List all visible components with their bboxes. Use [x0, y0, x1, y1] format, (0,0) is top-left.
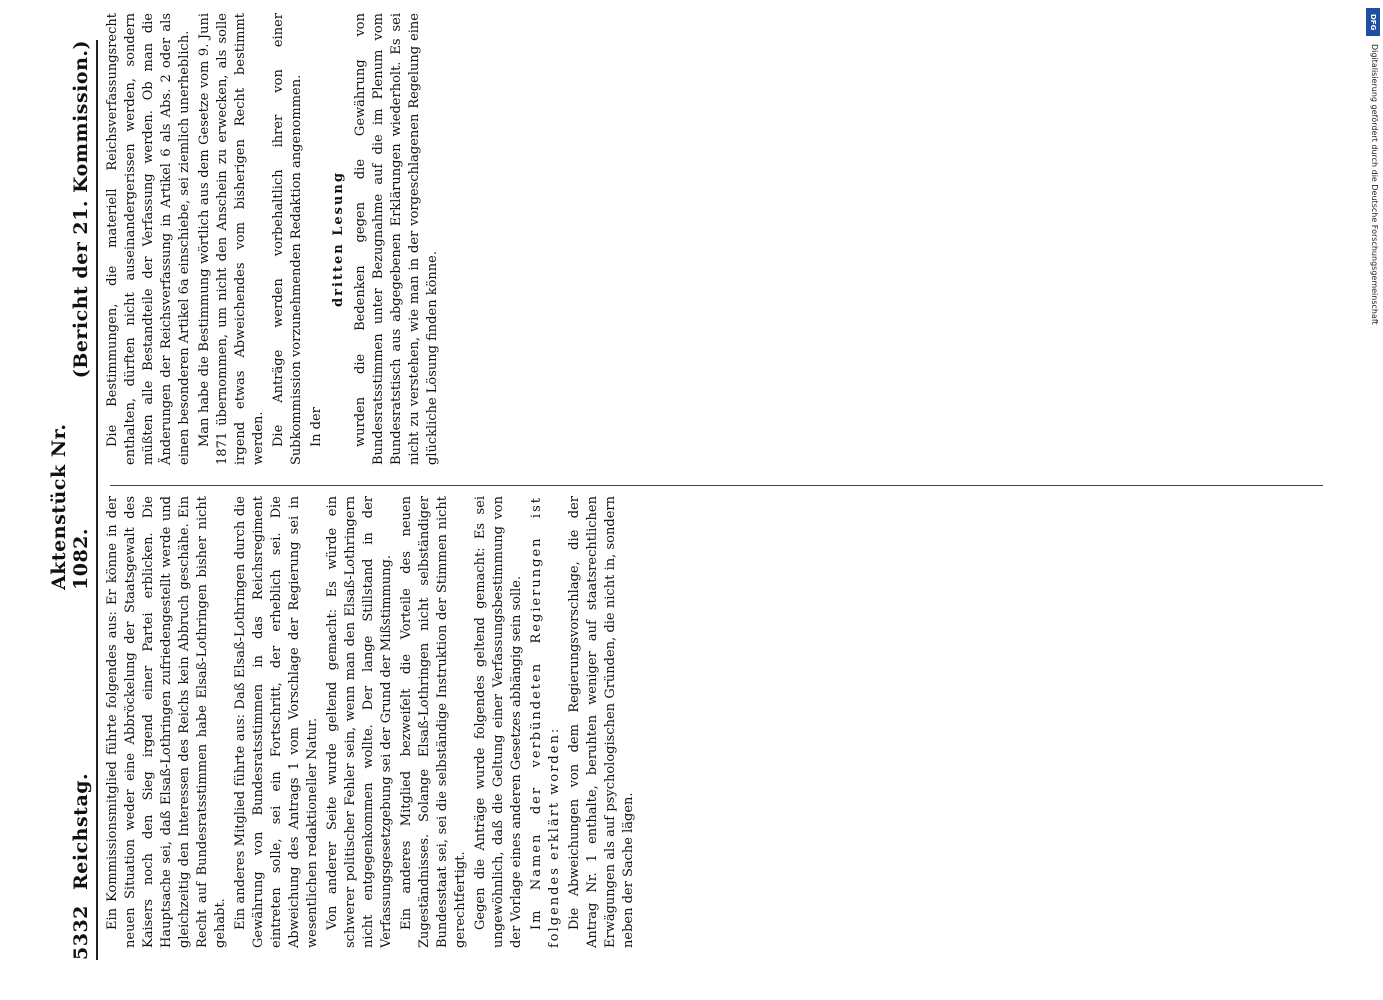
paragraph: Man habe die Bestimmung wörtlich aus dem Gesetze vom 9. Juni 1871 übernommen, um nicht den Anschein zu erwecken, als solle irgend etwas Abweichendes vom bisherigen Recht bestimmt werden. — [197, 13, 266, 465]
paragraph: Die Abweichungen von dem Regierungsvorschlage, die der Antrag Nr. 1 enthalte, beruhten weniger auf staatsrechtlichen Erwägungen als auf psychologischen Gründen, die nicht in, sondern neben der Sache lägen. — [567, 496, 636, 948]
paragraph: Die Anträge werden vorbehaltlich ihrer von einer Subkommission vorzunehmenden Redaktion angenommen. — [271, 13, 304, 465]
chamber-title: Reichstag. — [70, 772, 92, 890]
paragraph: In der — [309, 407, 324, 447]
paragraph: wurden die Bedenken gegen die Gewährung von Bundesratsstimmen unter Bezugnahme auf die im Plenum vom Bundesratstisch aus abgegebenen Erklärungen wiederholt. Es sei nicht zu verstehen, wie man in der vorgeschlagenen Regelung eine glückliche Lösung finden könne. — [353, 13, 440, 465]
dfg-logo: DFG — [1366, 8, 1380, 36]
section-heading: dritten Lesung — [331, 171, 346, 307]
page-header — [48, 40, 92, 960]
paragraph: Im Namen der verbündeten Regierungen ist folgendes erklärt worden: — [529, 496, 562, 948]
paragraph: Ein anderes Mitglied führte aus: Daß Elsaß-Lothringen durch die Gewährung von Bundesratsstimmen in das Reichsregiment eintreten solle, sei ein Fortschritt, der erheblich sei. Die Abweichung des Antrags 1 vom Vorschlage der Regierung sei in wesentlichen redaktioneller Natur. — [233, 496, 320, 948]
report-title: (Bericht der 21. Kommission.) — [70, 40, 92, 379]
digitization-note — [1368, 44, 1380, 704]
paragraph: Gegen die Anträge wurde folgendes geltend gemacht: Es sei ungewöhnlich, daß die Geltung einer Verfassungsbestimmung von der Vorlage eines anderen Gesetzes abhängig sein solle. — [473, 496, 524, 948]
paragraph: Ein Kommissionsmitglied führte folgendes aus: Er könne in der neuen Situation weder eine Abbröckelung der Staatsgewalt des Kaisers noch den Sieg irgend einer Partei erblicken. Die Hauptsache sei, daß Elsaß-Lothringen zufriedengestellt werde und gleichzeitig den Interessen des Reichs kein Abbruch geschähe. Ein Recht auf Bundesratsstimmen habe Elsaß-Lothringen bisher nicht gehabt. — [105, 496, 228, 948]
column-divider — [110, 485, 1323, 486]
paragraph: Die Bestimmungen, die materiell Reichsverfassungsrecht enthalten, dürften nicht auseinandergerissen werden, sondern müßten alle Bestandteile der Verfassung werden. Ob man die Änderungen der Reichsverfassung in Artikel 6 als Abs. 2 oder als einen besonderen Artikel 6a einschiebe, sei ziemlich unerheblich. — [105, 13, 192, 465]
header-rule — [96, 40, 98, 960]
left-column — [104, 496, 640, 948]
paragraph: Von anderer Seite wurde geltend gemacht: Es würde ein schwerer politischer Fehler sein, wenn man den Elsaß-Lothringern nicht entgegenkommen wollte. Der lange Stillstand in der Verfassungsgesetzgebung sei der Grund der Mißstimmung. — [325, 496, 394, 948]
paragraph: Ein anderes Mitglied bezweifelt die Vorteile des neuen Zugeständnisses. Solange Elsaß-Lothringen nicht selbständiger Bundesstaat sei, sei die selbständige Instruktion der Stimmen nicht gerechtfertigt. — [399, 496, 468, 948]
right-column — [104, 13, 444, 465]
document-title: Aktenstück Nr. 1082. — [48, 423, 92, 590]
page-number: 5332 — [70, 905, 92, 960]
digitization-text: Digitalisierung gefördert durch die Deutsche Forschungsgemeinschaft — [1370, 44, 1379, 325]
